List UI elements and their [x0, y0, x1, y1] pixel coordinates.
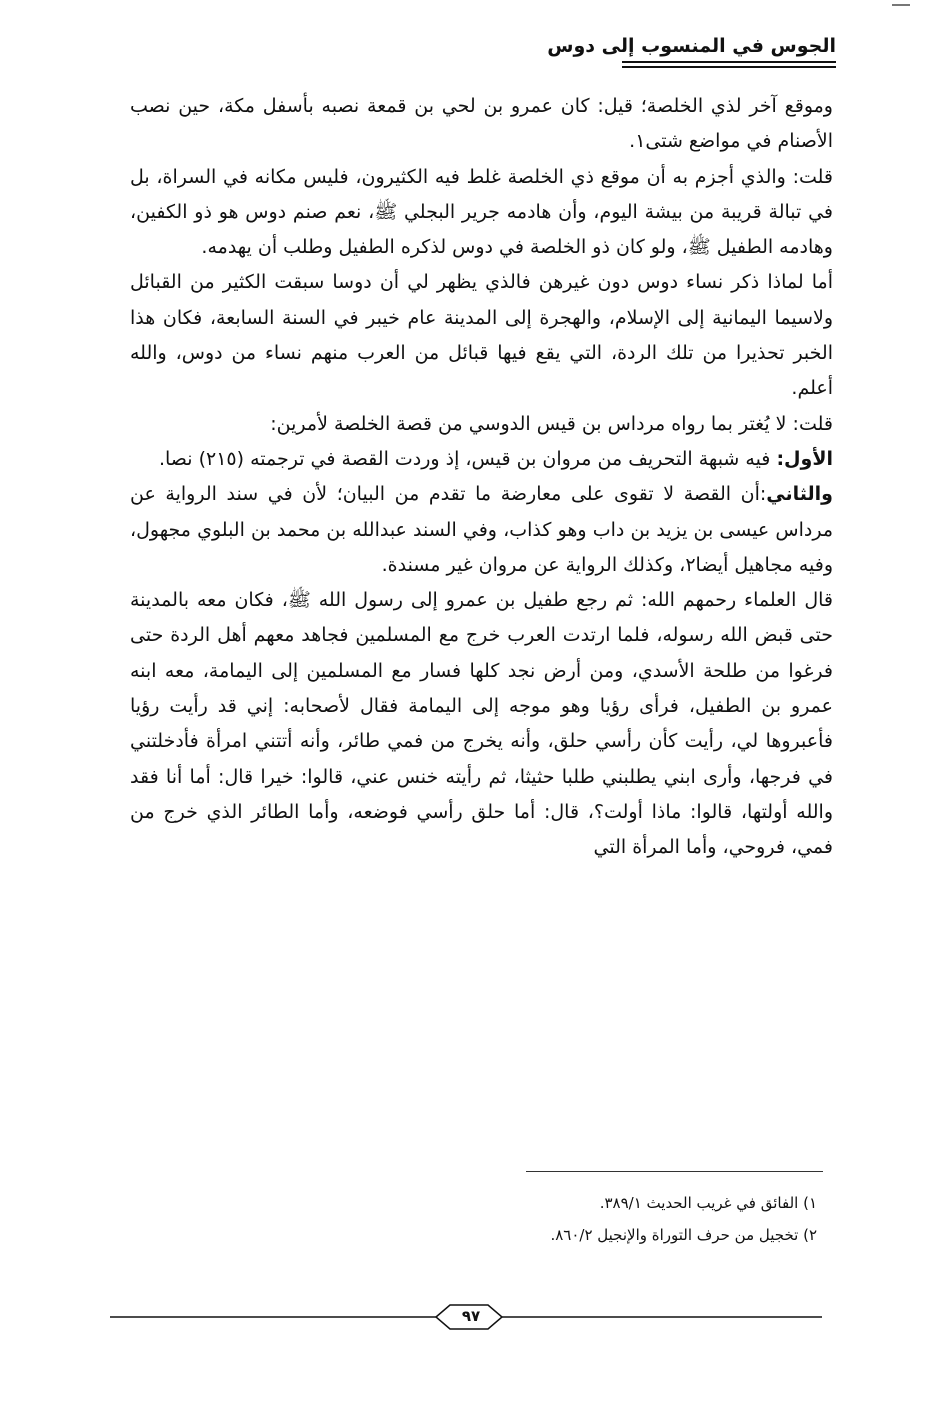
paragraph-5 [130, 442, 833, 477]
paragraph-5-label: الأول: [776, 447, 833, 470]
paragraph-6-text: :أن القصة لا تقوى على معارضة ما تقدم من البيان؛ لأن في سند الرواية عن مرداس عيسى بن يزيد بن داب وهو كذاب، وفي السند عبدالله بن محمد بن البلوي مجهول، وفيه مجاهيل أيضا٢، وكذلك الرواية عن مروان غير مسندة. [130, 483, 833, 576]
page-number: ٩٧ [461, 1307, 481, 1325]
paragraph-2: قلت: والذي أجزم به أن موقع ذي الخلصة غلط فيه الكثيرون، فليس مكانه في السراة، بل في تبالة قريبة من بيشة اليوم، وأن هادمه جرير البجلي ﷺ، نعم صنم دوس هو ذو الكفين، وهادمه الطفيل ﷺ، ولو كان ذو الخلصة في دوس لذكره الطفيل وطلب أن يهدمه. [130, 165, 833, 259]
main-text [130, 89, 833, 866]
paragraph-6 [130, 477, 833, 583]
header-rule [622, 61, 836, 63]
paragraph-7: قال العلماء رحمهم الله: ثم رجع طفيل بن عمرو إلى رسول الله ﷺ، فكان معه بالمدينة حتى قبض الله رسوله، فلما ارتدت العرب خرج مع المسلمين فجاهد معهم أهل الردة حتى فرغوا من طلحة الأسدي، ومن أرض نجد كلها فسار مع المسلمين إلى اليمامة، معه ابنه عمرو بن الطفيل، فرأى رؤيا وهو موجه إلى اليمامة فقال لأصحابه: إني قد رأيت رؤيا فأعبروها لي، رأيت كأن رأسي حلق، وأنه يخرج من فمي طائر، وأنه أتتني امرأة فأدخلتني في فرجها، وأرى ابني يطلبني طلبا حثيثا، ثم رأيته خنس عني، قالوا: خيرا قال: أما أنا فقد والله أولتها، قالوا: ماذا أولت؟، قال: أما حلق رأسي فوضعه، وأما الطائر الذي خرج من فمي، فروحي، وأما المرأة التي [130, 589, 833, 859]
paragraph-3: أما لماذا ذكر نساء دوس دون غيرهن فالذي يظهر لي أن دوسا سبقت الكثير من القبائل ولاسيما اليمانية إلى الإسلام، والهجرة إلى المدينة عام خيبر في السنة السابعة، فكان هذا الخبر تحذيرا من تلك الردة، التي يقع فيها قبائل من العرب منهم نساء من دوس، والله أعلم. [130, 271, 833, 400]
paragraph-1: وموقع آخر لذي الخلصة؛ قيل: كان عمرو بن لحي بن قمعة نصبه بأسفل مكة، حين نصب الأصنام في مواضع شتى١. [130, 95, 833, 153]
paragraph-4: قلت: لا يُغتر بما رواه مرداس بن قيس الدوسي من قصة الخلصة لأمرين: [270, 412, 833, 435]
header-rule-double [622, 66, 836, 68]
corner-mark [892, 4, 910, 6]
running-header-title: الجوس في المنسوب إلى دوس [547, 35, 836, 57]
paragraph-5-text: فيه شبهة التحريف من مروان بن قيس، إذ وردت القصة في ترجمته (٢١٥) نصا. [158, 447, 777, 470]
footnotes [397, 1187, 817, 1251]
footnote-1: ١) الفائق في غريب الحديث ٣٨٩/١. [599, 1194, 817, 1212]
footnote-separator [526, 1171, 823, 1172]
paragraph-6-label: والثاني [766, 483, 833, 506]
footnote-2: ٢) تخجيل من حرف التوراة والإنجيل ٨٦٠/٢. [550, 1226, 817, 1244]
